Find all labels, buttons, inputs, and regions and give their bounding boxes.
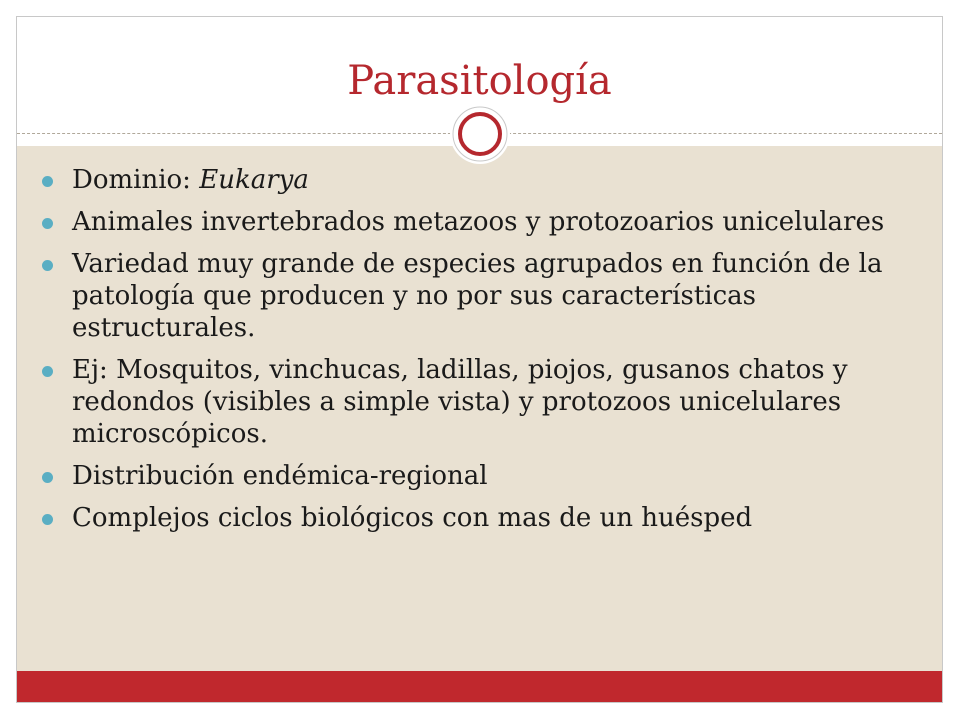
- bullet-dot-icon: [42, 472, 53, 483]
- bullet-item: [42, 248, 902, 344]
- bullet-text: Ej: Mosquitos, vinchucas, ladillas, piojos, gusanos chatos y redondos (visibles a simple vista) y protozoos unicelulares microscópicos.: [72, 355, 848, 449]
- bullet-item: [42, 206, 902, 238]
- bullet-dot-icon: [42, 176, 53, 187]
- bullet-text: Animales invertebrados metazoos y protozoarios unicelulares: [72, 207, 885, 237]
- bullet-text: Variedad muy grande de especies agrupados en función de la patología que producen y no por sus características estructurales.: [72, 249, 883, 343]
- bullet-text: Complejos ciclos biológicos con mas de un huésped: [72, 503, 753, 533]
- bullet-text: Distribución endémica-regional: [72, 461, 488, 491]
- bullet-list: [42, 164, 902, 544]
- bullet-dot-icon: [42, 366, 53, 377]
- bullet-dot-icon: [42, 514, 53, 525]
- ring-ornament-icon: [450, 104, 510, 164]
- bullet-item: [42, 460, 902, 492]
- footer-bar: [17, 671, 942, 702]
- bullet-item: [42, 354, 902, 450]
- slide-title: Parasitología: [347, 58, 612, 104]
- bullet-dot-icon: [42, 260, 53, 271]
- bullet-text: Dominio:: [72, 165, 200, 195]
- bullet-item: [42, 502, 902, 534]
- bullet-item: [42, 164, 902, 196]
- bullet-dot-icon: [42, 218, 53, 229]
- bullet-emphasis: Eukarya: [199, 165, 309, 195]
